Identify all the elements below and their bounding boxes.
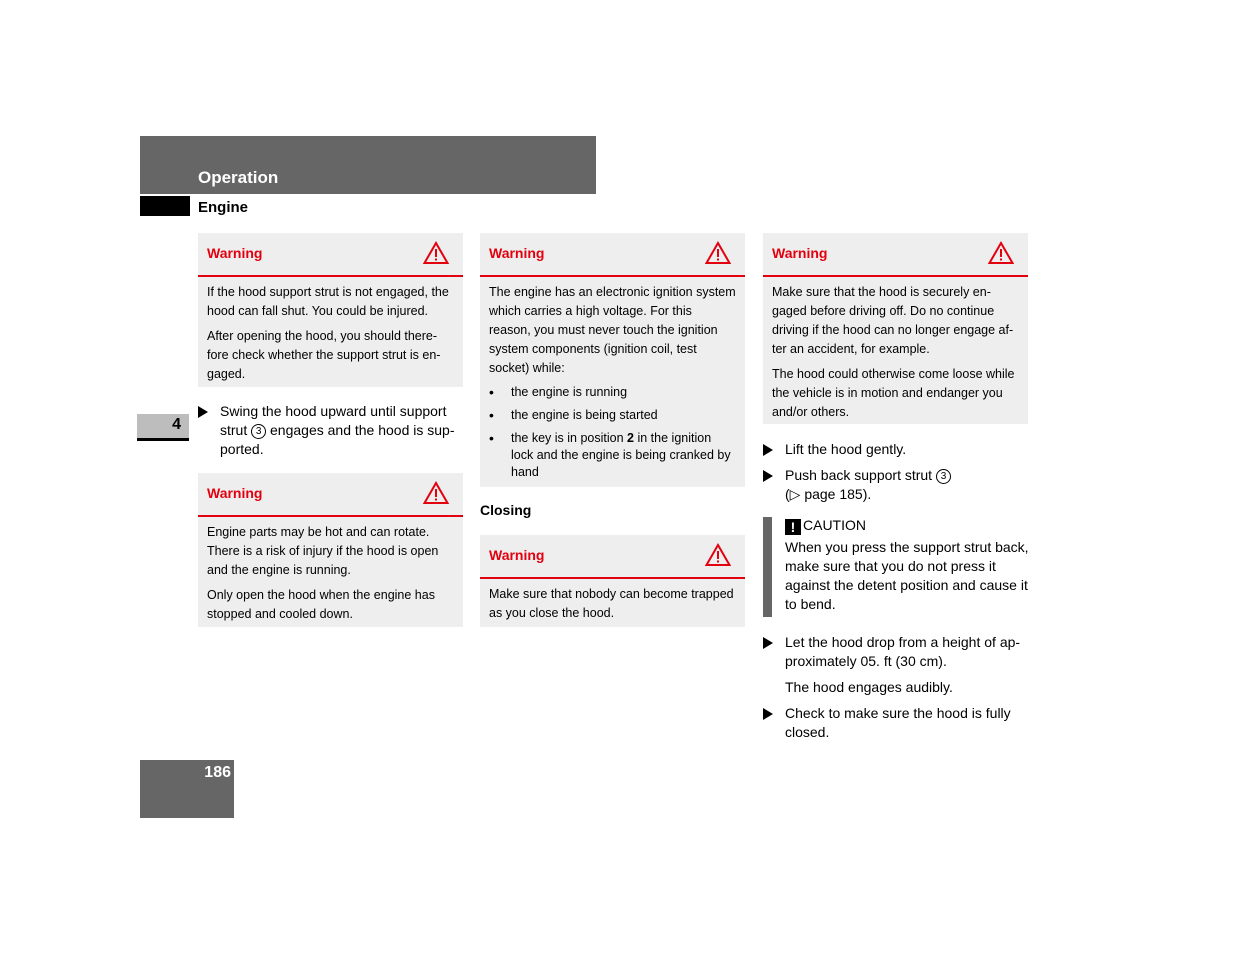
warning-text: Make sure that nobody can become trapped as you close the hood. xyxy=(489,587,734,620)
caution-text: When you press the support strut back, make sure that you do not press it against the detent position and cause it to bend. xyxy=(785,539,1029,612)
warning-header xyxy=(480,535,745,579)
warning-body xyxy=(763,277,1028,428)
warning-title: Warning xyxy=(207,485,263,501)
warning-triangle-icon xyxy=(423,241,449,265)
warning-header xyxy=(480,233,745,277)
warning-box-ignition xyxy=(480,233,745,487)
step-arrow-icon xyxy=(763,708,773,720)
page-number-box xyxy=(140,760,234,818)
step-lift-hood: Lift the hood gently. xyxy=(763,440,1030,459)
warning-list xyxy=(489,384,736,481)
warning-header xyxy=(198,473,463,517)
chapter-number: 4 xyxy=(172,416,181,433)
step-push-strut: Push back support strut 3 (▷ page 185). xyxy=(763,466,1030,504)
warning-box-engage xyxy=(763,233,1028,424)
warning-body xyxy=(198,277,463,390)
step-arrow-icon xyxy=(763,470,773,482)
closing-heading: Closing xyxy=(480,502,532,518)
warning-body xyxy=(480,579,745,629)
ref-number: 3 xyxy=(251,424,266,439)
caution-header xyxy=(785,517,866,535)
warning-triangle-icon xyxy=(705,543,731,567)
warning-text: The hood could otherwise come loose while the vehicle is in motion and endanger you and/or others. xyxy=(772,367,1015,419)
warning-box-strut xyxy=(198,233,463,387)
warning-text: If the hood support strut is not engaged, the hood can fall shut. You could be injured. xyxy=(207,285,449,318)
warning-header xyxy=(198,233,463,277)
step-arrow-icon xyxy=(198,406,208,418)
warning-box-hot-parts xyxy=(198,473,463,627)
warning-text: Make sure that the hood is securely en-gaged before driving off. Do no continue driving if the hood can no longer engage af-ter an accident, for example. xyxy=(772,285,1014,356)
warning-text: After opening the hood, you should there-fore check whether the support strut is en-gaged. xyxy=(207,329,441,381)
step-arrow-icon xyxy=(763,637,773,649)
step-arrow-icon xyxy=(763,444,773,456)
step-check-hood: Check to make sure the hood is fully closed. xyxy=(763,704,1030,742)
section-title: Operation xyxy=(198,168,279,187)
warning-title: Warning xyxy=(772,245,828,261)
caution-label: CAUTION xyxy=(803,517,866,533)
list-item: • the engine is running xyxy=(489,384,736,401)
ref-number: 3 xyxy=(936,469,951,484)
list-item: • the engine is being started xyxy=(489,407,736,424)
exclamation-icon: ! xyxy=(785,519,801,535)
warning-text: Engine parts may be hot and can rotate. There is a risk of injury if the hood is open and the engine is running. xyxy=(207,525,439,577)
step-drop-hood: Let the hood drop from a height of ap-proximately 05. ft (30 cm). xyxy=(763,633,1030,671)
warning-body xyxy=(198,517,463,630)
warning-title: Warning xyxy=(489,245,545,261)
caution-box xyxy=(763,517,1031,617)
warning-text: The engine has an electronic ignition system which carries a high voltage. For this reason, you must never touch the ignition system components (ignition coil, test socket) while: xyxy=(489,285,736,375)
warning-text: Only open the hood when the engine has stopped and cooled down. xyxy=(207,588,435,621)
page-reference-link[interactable]: (▷ page 185). xyxy=(785,486,872,502)
warning-title: Warning xyxy=(489,547,545,563)
list-item: • the key is in position 2 in the ignition lock and the engine is being cranked by hand xyxy=(489,430,736,481)
warning-triangle-icon xyxy=(988,241,1014,265)
section-marker xyxy=(140,196,190,216)
warning-title: Warning xyxy=(207,245,263,261)
note-engages: The hood engages audibly. xyxy=(785,679,953,695)
warning-header xyxy=(763,233,1028,277)
warning-body xyxy=(480,277,745,493)
subsection-title: Engine xyxy=(198,199,249,216)
step-swing-hood: Swing the hood upward until support strut 3 engages and the hood is sup-ported. xyxy=(198,402,460,459)
caution-bar xyxy=(763,517,772,617)
page-number: 186 xyxy=(204,764,231,781)
warning-box-trapped xyxy=(480,535,745,627)
warning-triangle-icon xyxy=(705,241,731,265)
chapter-tab xyxy=(137,414,189,441)
warning-triangle-icon xyxy=(423,481,449,505)
